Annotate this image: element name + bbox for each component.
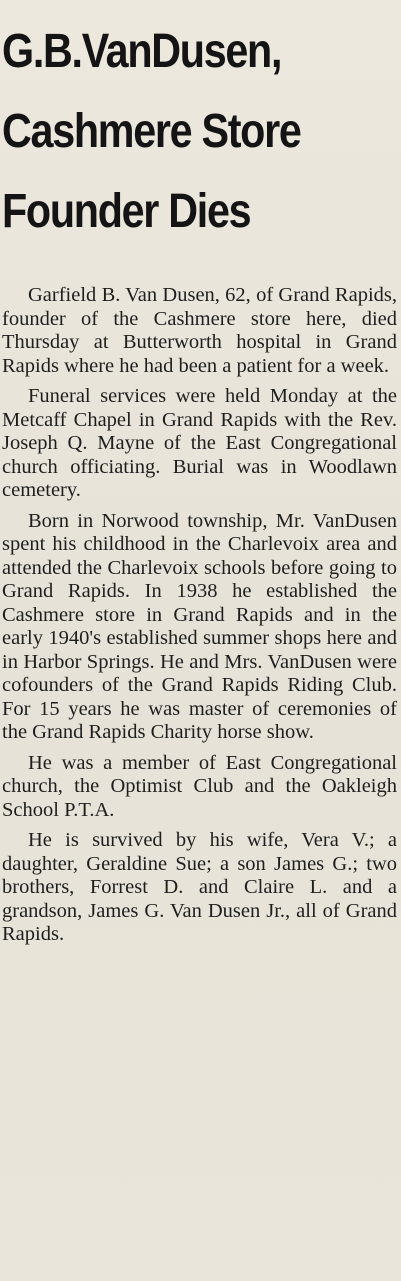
paragraph-death-notice: Garfield B. Van Dusen, 62, of Grand Rapids, founder of the Cashmere store here, died Thursday at Butterworth hospital in Grand Rapids where he had been a patient for a week.	[2, 284, 397, 377]
paragraph-funeral: Funeral services were held Monday at the Metcaff Chapel in Grand Rapids with the Rev. Joseph Q. Mayne of the East Congregational church officiating. Burial was in Woodlawn cemetery.	[2, 385, 397, 501]
headline-line-1: G.B.VanDusen,	[2, 25, 282, 78]
paragraph-survivors: He is survived by his wife, Vera V.; a daughter, Geraldine Sue; a son James G.; two brothers, Forrest D. and Claire L. and a grandson, James G. Van Dusen Jr., all of Grand Rapids.	[2, 829, 397, 945]
headline	[2, 12, 397, 252]
paragraph-biography: Born in Norwood township, Mr. VanDusen spent his childhood in the Charlevoix area and attended the Charlevoix schools before going to Grand Rapids. In 1938 he established the Cashmere store in Grand Rapids and in the early 1940's established summer shops here and in Harbor Springs. He and Mrs. VanDusen were cofounders of the Grand Rapids Riding Club. For 15 years he was master of ceremonies of the Grand Rapids Charity horse show.	[2, 509, 397, 743]
headline-line-3: Founder Dies	[2, 185, 251, 238]
paragraph-memberships: He was a member of East Congregational church, the Optimist Club and the Oakleigh School P.T.A.	[2, 751, 397, 821]
headline-line-2: Cashmere Store	[2, 105, 301, 158]
article-body	[2, 284, 397, 947]
